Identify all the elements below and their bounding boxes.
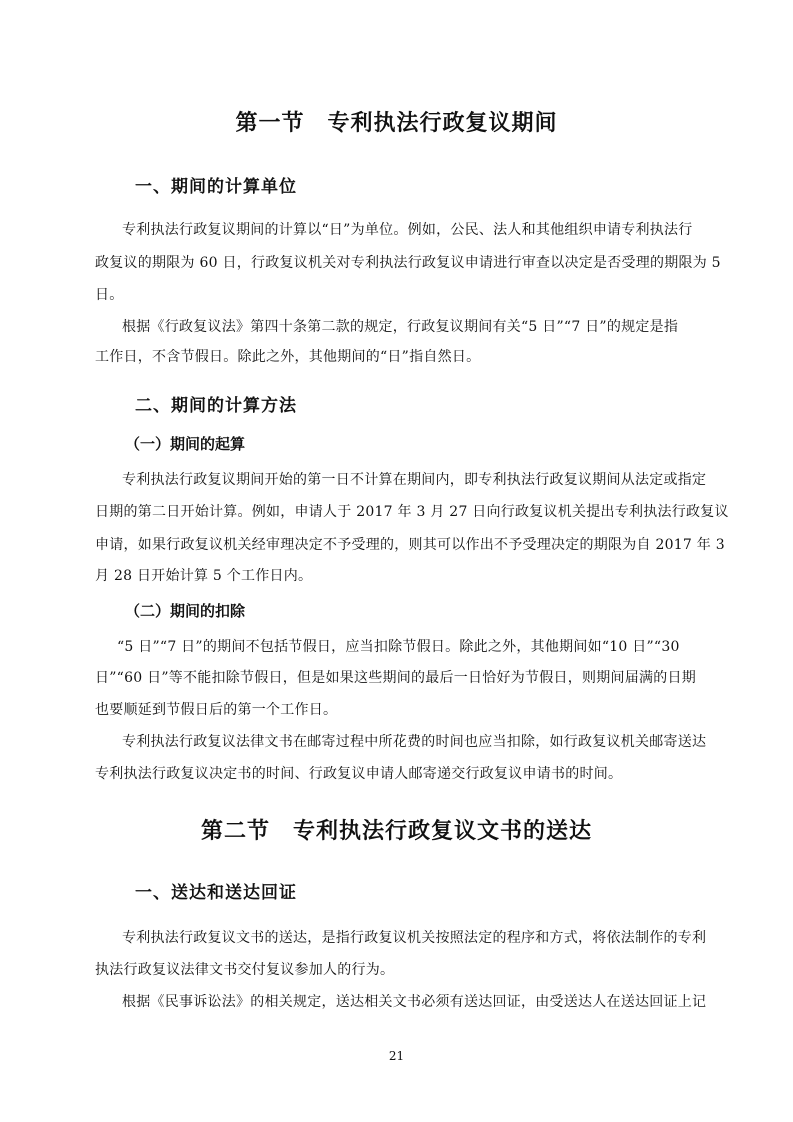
paragraph-line: 根据《民事诉讼法》的相关规定，送达相关文书必须有送达回证，由受送达人在送达回证上记 [122, 994, 707, 1010]
heading-period-deduction: （二）期间的扣除 [125, 602, 246, 620]
heading-period-method: 二、期间的计算方法 [135, 396, 297, 416]
paragraph-line: 日。 [95, 287, 124, 303]
section-2-title: 第二节 专利执法行政复议文书的送达 [200, 819, 592, 844]
paragraph-line: 专利执法行政复议法律文书在邮寄过程中所花费的时间也应当扣除，如行政复议机关邮寄送达 [122, 734, 707, 750]
paragraph-line: 申请，如果行政复议机关经审理决定不予受理的，则其可以作出不予受理决定的期限为自 2017 年 3 [95, 537, 725, 553]
section-1-title: 第一节 专利执法行政复议期间 [235, 111, 558, 136]
paragraph-line: 日”“60 日”等不能扣除节假日，但是如果这些期间的最后一日恰好为节假日，则期间届满的日期 [95, 670, 696, 686]
page-number: 21 [388, 1049, 405, 1063]
paragraph-line: 日期的第二日开始计算。例如，申请人于 2017 年 3 月 27 日向行政复议机关提出专利执法行政复议 [95, 504, 729, 520]
paragraph-line: 专利执法行政复议决定书的时间、行政复议申请人邮寄递交行政复议申请书的时间。 [95, 766, 623, 782]
heading-service-receipt: 一、送达和送达回证 [135, 883, 297, 903]
paragraph-line: 专利执法行政复议文书的送达，是指行政复议机关按照法定的程序和方式，将依法制作的专利 [122, 930, 707, 946]
paragraph-line: 也要顺延到节假日后的第一个工作日。 [95, 702, 338, 718]
paragraph-line: 月 28 日开始计算 5 个工作日内。 [95, 568, 313, 584]
paragraph-line: 根据《行政复议法》第四十条第二款的规定，行政复议期间有关“5 日”“7 日”的规定是指 [122, 319, 679, 335]
paragraph-line: “5 日”“7 日”的期间不包括节假日，应当扣除节假日。除此之外，其他期间如“10 日”“30 [117, 639, 680, 655]
paragraph-line: 政复议的期限为 60 日，行政复议机关对专利执法行政复议申请进行审查以决定是否受理的期限为 5 [95, 255, 721, 271]
paragraph-line: 执法行政复议法律文书交付复议参加人的行为。 [95, 962, 395, 978]
paragraph-line: 专利执法行政复议期间的计算以“日”为单位。例如，公民、法人和其他组织申请专利执法行 [122, 222, 693, 238]
heading-period-start: （一）期间的起算 [125, 435, 246, 453]
paragraph-line: 专利执法行政复议期间开始的第一日不计算在期间内，即专利执法行政复议期间从法定或指定 [122, 472, 707, 488]
heading-period-unit: 一、期间的计算单位 [135, 177, 297, 197]
paragraph-line: 工作日，不含节假日。除此之外，其他期间的“日”指自然日。 [95, 349, 481, 365]
